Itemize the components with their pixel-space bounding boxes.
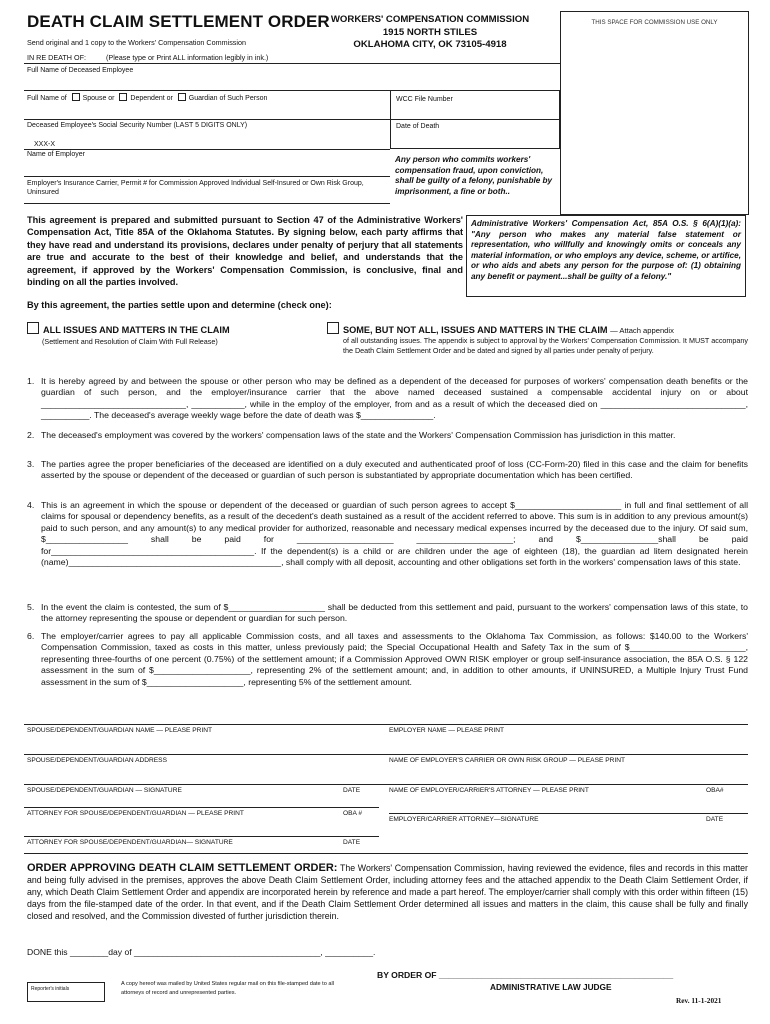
settle-heading: By this agreement, the parties settle upon and determine (check one): xyxy=(27,300,332,310)
paragraph-number: 6. xyxy=(27,631,35,641)
paragraph-text: In the event the claim is contested, the sum of $____________________ shall be deducted from this settlement and paid, pursuant to the workers' compensation laws of this state, to the attorney representing the spouse or dependent or guardian for such person. xyxy=(41,602,748,624)
divider xyxy=(24,119,390,120)
date-label: DATE xyxy=(343,787,361,794)
guardian-label: Guardian of Such Person xyxy=(188,95,268,102)
paragraph-3 xyxy=(27,459,748,482)
send-instruction: Send original and 1 copy to the Workers' Compensation Commission xyxy=(27,38,246,47)
employer-name-label: EMPLOYER NAME — PLEASE PRINT xyxy=(389,727,505,734)
agreement-text: This agreement is prepared and submitted pursuant to Section 47 of the Administrative Workers' Compensation Act, Title 85A of the Oklahoma Statutes. By signing below, each party affirms that they have read and understand its provisions, declares under penalty of perjury that all statements are true and accurate to the best of their knowledge and belief, and understands that the agreement, if approved by the Workers' Compensation Commission, is conclusive, final and binding on all the parties involved. xyxy=(27,215,463,288)
divider xyxy=(24,63,560,64)
all-issues-checkbox[interactable] xyxy=(27,322,39,334)
divider xyxy=(390,119,560,120)
spouse-label: Spouse or xyxy=(82,95,115,102)
paragraph-number: 4. xyxy=(27,500,35,510)
agency-city: OKLAHOMA CITY, OK 73105-4918 xyxy=(353,39,507,50)
all-issues-label: ALL ISSUES AND MATTERS IN THE CLAIM xyxy=(43,325,230,335)
date-of-death-label: Date of Death xyxy=(396,123,440,130)
agency-street: 1915 NORTH STILES xyxy=(382,26,478,38)
spouse-signature-label: SPOUSE/DEPENDENT/GUARDIAN — SIGNATURE xyxy=(27,787,182,794)
signature-line xyxy=(24,807,379,808)
carrier-attorney-sig-label: EMPLOYER/CARRIER ATTORNEY—SIGNATURE xyxy=(389,816,539,823)
spouse-address-label: SPOUSE/DEPENDENT/GUARDIAN ADDRESS xyxy=(27,757,167,764)
by-order-line: BY ORDER OF _________________________________________________ xyxy=(377,970,674,980)
wcc-file-label: WCC File Number xyxy=(396,96,453,103)
deceased-name-label: Full Name of Deceased Employee xyxy=(27,67,134,74)
paragraph-1 xyxy=(27,376,748,422)
deceased-name-input[interactable] xyxy=(24,76,560,90)
paragraph-text: The parties agree the proper beneficiaries of the deceased are identified on a duly executed and authenticated proof of loss (CC-Form-20) filed in this case and the claim for benefits asserted by the spouse or dependent of the deceased or guardian of such person is substantiated by appropriate documentation which has been certified. xyxy=(41,459,748,481)
paragraph-number: 3. xyxy=(27,459,35,469)
dependent-checkbox[interactable] xyxy=(119,93,127,101)
paragraph-number: 5. xyxy=(27,602,35,612)
done-line: DONE this ________day of _______________________________________, __________. xyxy=(27,947,376,957)
reporter-initials-label: Reporter's initials xyxy=(31,986,70,992)
agency-address xyxy=(300,14,560,52)
alj-label: ADMINISTRATIVE LAW JUDGE xyxy=(490,982,612,992)
dependent-label: Dependent or xyxy=(130,95,173,102)
carrier-name-label: NAME OF EMPLOYER'S CARRIER OR OWN RISK GROUP — PLEASE PRINT xyxy=(389,757,625,764)
reporter-initials-box[interactable] xyxy=(27,982,105,1002)
spouse-attorney-label: ATTORNEY FOR SPOUSE/DEPENDENT/GUARDIAN — PLEASE PRINT xyxy=(27,810,244,817)
divider xyxy=(24,149,390,150)
spouse-attorney-sig-label: ATTORNEY FOR SPOUSE/DEPENDENT/GUARDIAN— SIGNATURE xyxy=(27,839,233,846)
paragraph-2 xyxy=(27,430,748,441)
order-section xyxy=(27,862,748,922)
paragraph-text: The deceased's employment was covered by the workers' compensation laws of the state and the Workers' Compensation Commission has jurisdiction in this matter. xyxy=(41,430,676,440)
oba-label: OBA # xyxy=(343,810,363,817)
commission-use-label: THIS SPACE FOR COMMISSION USE ONLY xyxy=(591,19,718,26)
option-some-issues[interactable] xyxy=(327,322,674,335)
some-issues-label: SOME, BUT NOT ALL, ISSUES AND MATTERS IN THE CLAIM xyxy=(343,325,608,335)
claimant-name-label xyxy=(27,93,267,102)
some-issues-checkbox[interactable] xyxy=(327,322,339,334)
oba-label: OBA# xyxy=(706,787,724,794)
signature-line xyxy=(24,784,748,785)
in-re-label: IN RE DEATH OF: xyxy=(27,53,86,62)
paragraph-text: The employer/carrier agrees to pay all applicable Commission costs, and all taxes and assessments to the Oklahoma Tax Commission, as follows: $140.00 to the Workers' Compensation Commission, taxed as costs in this matter, unless previously paid; the Special Occupational Health and Safety Tax in the sum of $________________________, representing three-fourths of one percent (0.75%) of the settlement amount; if a Commission Approved OWN RISK employer or group self-insurance association, the 85A O.S. § 122 assessment in the sum of $____________________, representing 2% of the settlement amount; and, in addition to other amounts, if UNINSURED, a Multiple Injury Trust Fund assessment in the sum of $____________________, representing 5% of the settlement amount. xyxy=(41,631,748,687)
form-title: DEATH CLAIM SETTLEMENT ORDER xyxy=(27,12,330,31)
order-heading: ORDER APPROVING DEATH CLAIM SETTLEMENT ORDER: xyxy=(27,862,338,874)
paragraph-text: It is hereby agreed by and between the spouse or other person who may be defined as a dependent of the deceased for purposes of workers' compensation death benefits or the guardian of such person, and the employer/insurance carrier that the above named deceased sustained a compensable accidental injury on or about ______________________________, ___________, while in the employ of the employer, from and as a result of which the deceased died on ______________________________, __________. The deceased's average weekly wage before the date of death was $_______________. xyxy=(41,376,748,421)
ssn-label: Deceased Employee's Social Security Number (LAST 5 DIGITS ONLY) xyxy=(27,122,248,129)
paragraph-number: 1. xyxy=(27,376,35,386)
paragraph-number: 2. xyxy=(27,430,35,440)
paragraph-5 xyxy=(27,602,748,625)
fraud-warning: Any person who commits workers' compensation fraud, upon conviction, shall be guilty of a felony, punishable by imprisonment, a fine or both.. xyxy=(395,155,553,196)
divider xyxy=(24,203,390,204)
signature-line xyxy=(24,836,379,837)
divider xyxy=(24,176,390,177)
employer-name-label: Name of Employer xyxy=(27,151,85,158)
order-text: The Workers' Compensation Commission, having reviewed the evidence, files and records in this matter and being fully advised in the premises, approves the above Death Claim Settlement Order, including attorney fees and the attached appendix to the Death Claim Settlement Order, if any, which Death Claim Settlement Order and appendix are incorporated herein by reference and made a part hereof. The employer/carrier shall comply with this order within fifteen (15) days from the file-stamped date of the order. In that event, and if the Death Claim Settlement Order determined all issues and matters in the claim, this cause shall be fully and finally closed and resolved, and the Commission divested of further jurisdiction therein. xyxy=(27,863,748,921)
spouse-checkbox[interactable] xyxy=(72,93,80,101)
paragraph-4 xyxy=(27,500,748,568)
print-note: (Please type or Print ALL information legibly in ink.) xyxy=(106,53,269,62)
statute-box: Administrative Workers' Compensation Act, 85A O.S. § 6(A)(1)(a): "Any person who makes any material false statement or representation, who willfully and knowingly omits or conceals any material information, or who employs any device, scheme, or artifice, or who aids and abets any person for the purpose of: (1) obtaining any benefit or payment...shall be guilty of a felony." xyxy=(466,215,746,297)
section-divider xyxy=(24,853,748,854)
full-name-of-label: Full Name of xyxy=(27,95,67,102)
some-issues-sub: of all outstanding issues. The appendix is subject to approval by the Workers' Compensation Commission. It MUST accompany the Death Claim Settlement Order and be dated and signed by all parties under penalty of perjury. xyxy=(343,336,748,355)
ssn-value: XXX-X xyxy=(34,141,56,148)
revision-date: Rev. 11-1-2021 xyxy=(676,996,722,1005)
commission-use-box xyxy=(560,11,749,215)
spouse-name-label: SPOUSE/DEPENDENT/GUARDIAN NAME — PLEASE PRINT xyxy=(27,727,213,734)
date-label: DATE xyxy=(343,839,361,846)
insurance-carrier-label: Employer's Insurance Carrier, Permit # for Commission Approved Individual Self-Insured or Own Risk Group, Uninsured xyxy=(27,180,364,196)
signature-line xyxy=(389,813,748,814)
date-label: DATE xyxy=(706,816,724,823)
all-issues-sub: (Settlement and Resolution of Claim With Full Release) xyxy=(42,337,218,346)
option-all-issues[interactable] xyxy=(27,322,230,335)
guardian-checkbox[interactable] xyxy=(178,93,186,101)
agency-name: WORKERS' COMPENSATION COMMISSION xyxy=(330,14,530,25)
paragraph-text: This is an agreement in which the spouse or dependent of the deceased or guardian of such person agrees to accept $______________________ in full and final settlement of all claims for spousal or dependency benefits, as a result of the decedent's death sustained as a result of the accident referred to above. This sum is in addition to any previous amount(s) paid to such person, and any amount(s) to any medical provider for authorized, reasonable and necessary medical expenses incurred by the deceased due to the injury. Of said sum, $_________________ shall be paid for ____________________ ____________________; and $________________shall be paid for__________________________________________. If the dependent(s) is a child or are children under the age of eighteen (18), the guardian ad litem designated herein (name)____________________________________________, shall comply with all deposit, accounting and other obligations set forth in the workers' compensation laws of this state. xyxy=(41,500,748,568)
some-issues-note: — Attach appendix xyxy=(610,326,674,335)
mailed-notice: A copy hereof was mailed by United States regular mail on this file-stamped date to all attorneys of record and unrepresented parties. xyxy=(121,981,334,996)
carrier-attorney-name-label: NAME OF EMPLOYER/CARRIER'S ATTORNEY — PLEASE PRINT xyxy=(389,787,589,794)
paragraph-6 xyxy=(27,631,748,688)
signature-line xyxy=(24,724,748,725)
signature-line xyxy=(24,754,748,755)
